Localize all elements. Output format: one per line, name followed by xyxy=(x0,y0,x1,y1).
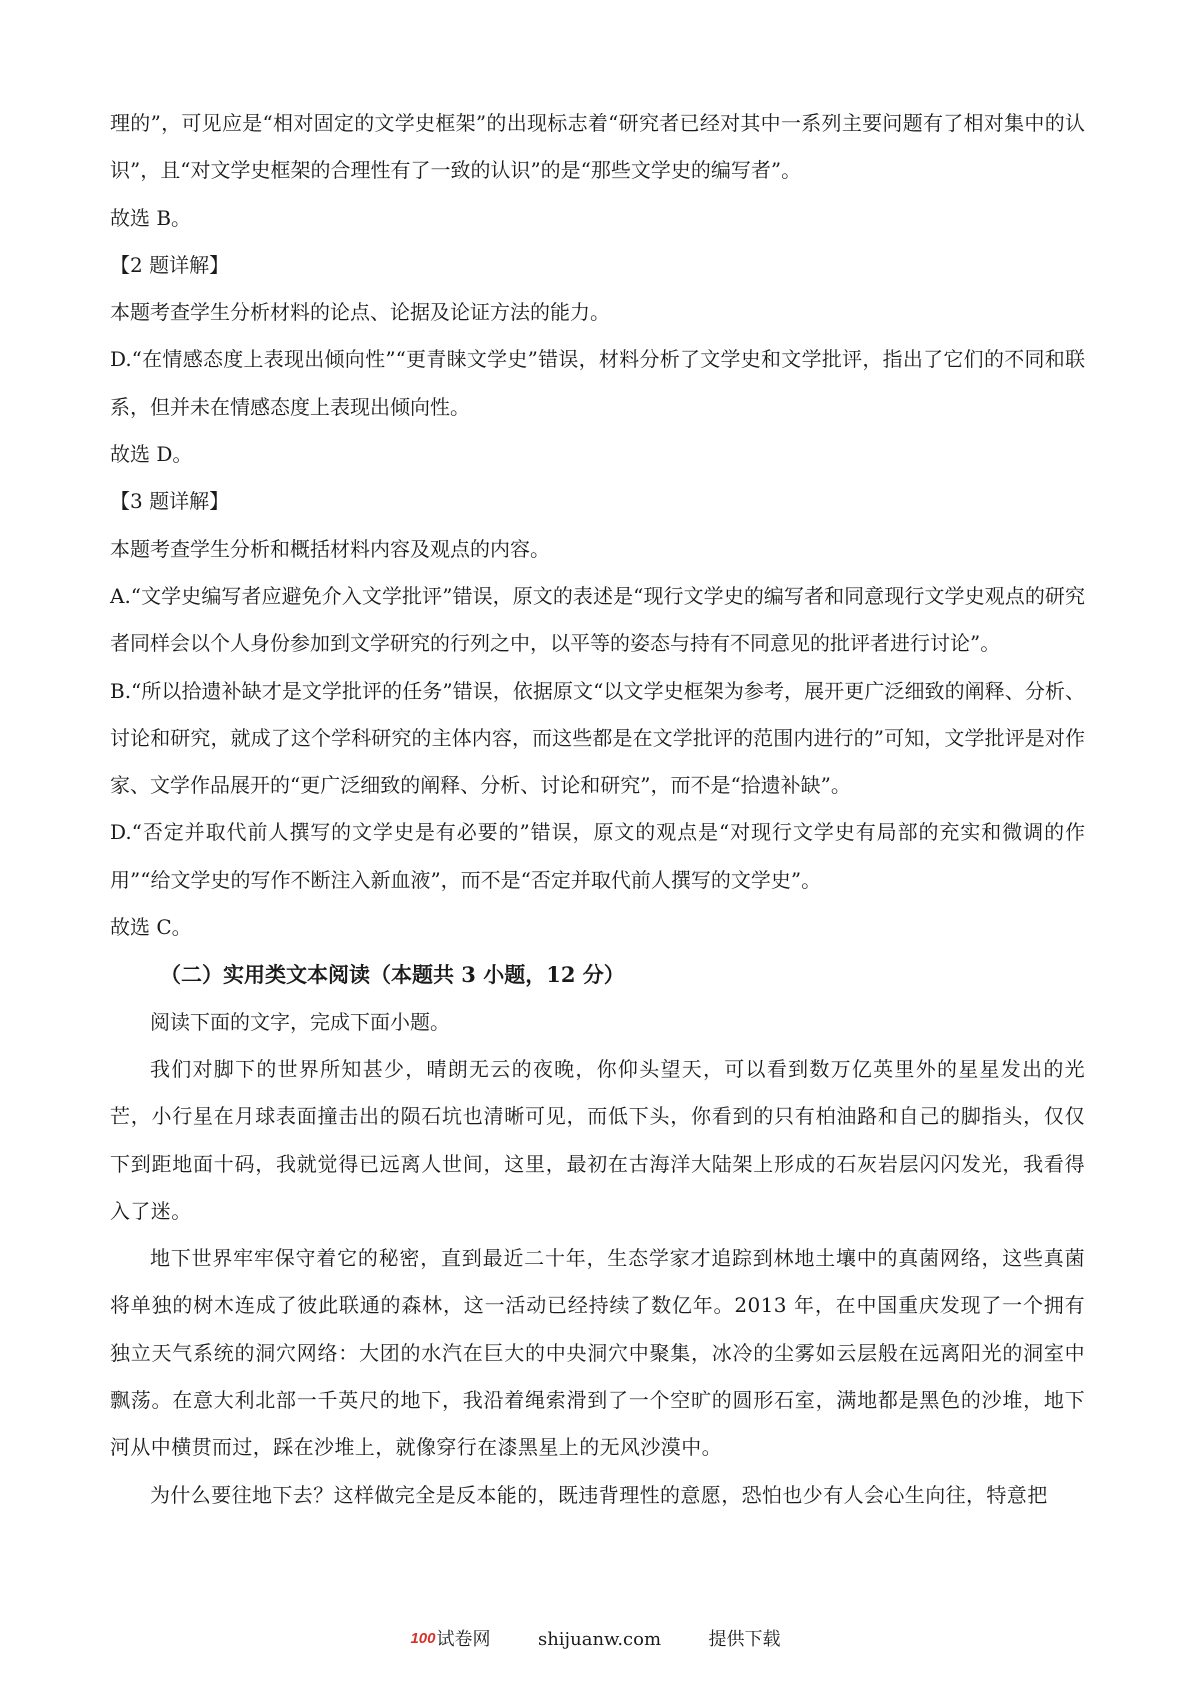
answer-paragraph: B.“所以拾遗补缺才是文学批评的任务”错误，依据原文“以文学史框架为参考，展开更广泛细致的阐释、分析、讨论和研究，就成了这个学科研究的主体内容，而这些都是在文学批评的范围内进行的”可知，文学批评是对作家、文学作品展开的“更广泛细致的阐释、分析、讨论和研究”，而不是“拾遗补缺”。 xyxy=(110,678,1085,798)
answer-paragraph: 理的”，可见应是“相对固定的文学史框架”的出现标志着“研究者已经对其中一系列主要问题有了相对集中的认识”，且“对文学史框架的合理性有了一致的认识”的是“那些文学史的编写者”。 xyxy=(110,111,1085,183)
answer-paragraph: 本题考查学生分析材料的论点、论据及论证方法的能力。 xyxy=(110,300,610,325)
logo-mark: 100 xyxy=(410,1630,436,1647)
answer-paragraph: D.“在情感态度上表现出倾向性”“更青睐文学史”错误，材料分析了文学史和文学批评，指出了它们的不同和联系，但并未在情感态度上表现出倾向性。 xyxy=(110,347,1085,419)
answer-choice: 故选 D。 xyxy=(110,442,193,467)
site-name: 试卷网 xyxy=(436,1629,491,1650)
download-note: 提供下载 xyxy=(708,1629,781,1650)
article-paragraph: 地下世界牢牢保守着它的秘密，直到最近二十年，生态学家才追踪到林地土壤中的真菌网络，这些真菌将单独的树木连成了彼此联通的森林，这一活动已经持续了数亿年。2013 年，在中国重庆发现了一个拥有独立天气系统的洞穴网络：大团的水汽在巨大的中央洞穴中聚集，冰冷的尘雾如云层般在远离阳光的洞室中飘荡。在意大利北部一千英尺的地下，我沿着绳索滑到了一个空旷的圆形石室，满地都是黑色的沙堆，地下河从中横贯而过，踩在沙堆上，就像穿行在漆黑星上的无风沙漠中。 xyxy=(110,1246,1085,1460)
answer-choice: 故选 C。 xyxy=(110,915,192,940)
answer-paragraph: D.“否定并取代前人撰写的文学史是有必要的”错误，原文的观点是“对现行文学史有局部的充实和微调的作用”“给文学史的写作不断注入新血液”，而不是“否定并取代前人撰写的文学史”。 xyxy=(110,820,1085,892)
reading-instruction: 阅读下面的文字，完成下面小题。 xyxy=(150,1009,450,1034)
question-heading: 【3 题详解】 xyxy=(110,489,230,514)
answer-paragraph: A.“文学史编写者应避免介入文学批评”错误，原文的表述是“现行文学史的编写者和同意现行文学史观点的研究者同样会以个人身份参加到文学研究的行列之中，以平等的姿态与持有不同意见的批评者进行讨论”。 xyxy=(110,583,1085,656)
answer-paragraph: 本题考查学生分析和概括材料内容及观点的内容。 xyxy=(110,536,550,561)
section-heading: （二）实用类文本阅读（本题共 3 小题，12 分） xyxy=(160,962,625,988)
footer-logo xyxy=(410,1625,490,1651)
document-page xyxy=(110,100,1085,1519)
question-heading: 【2 题详解】 xyxy=(110,252,230,277)
article-paragraph: 我们对脚下的世界所知甚少，晴朗无云的夜晚，你仰头望天，可以看到数万亿英里外的星星发出的光芒，小行星在月球表面撞击出的陨石坑也清晰可见，而低下头，你看到的只有柏油路和自己的脚指头，仅仅下到距地面十码，我就觉得已远离人世间，这里，最初在古海洋大陆架上形成的石灰岩层闪闪发光，我看得入了迷。 xyxy=(110,1056,1085,1223)
site-domain: shijuanw.com xyxy=(537,1629,662,1650)
page-footer xyxy=(0,1625,1191,1651)
answer-choice: 故选 B。 xyxy=(110,205,192,230)
article-paragraph: 为什么要往地下去？这样做完全是反本能的，既违背理性的意愿，恐怕也少有人会心生向往，特意把 xyxy=(150,1482,1048,1507)
